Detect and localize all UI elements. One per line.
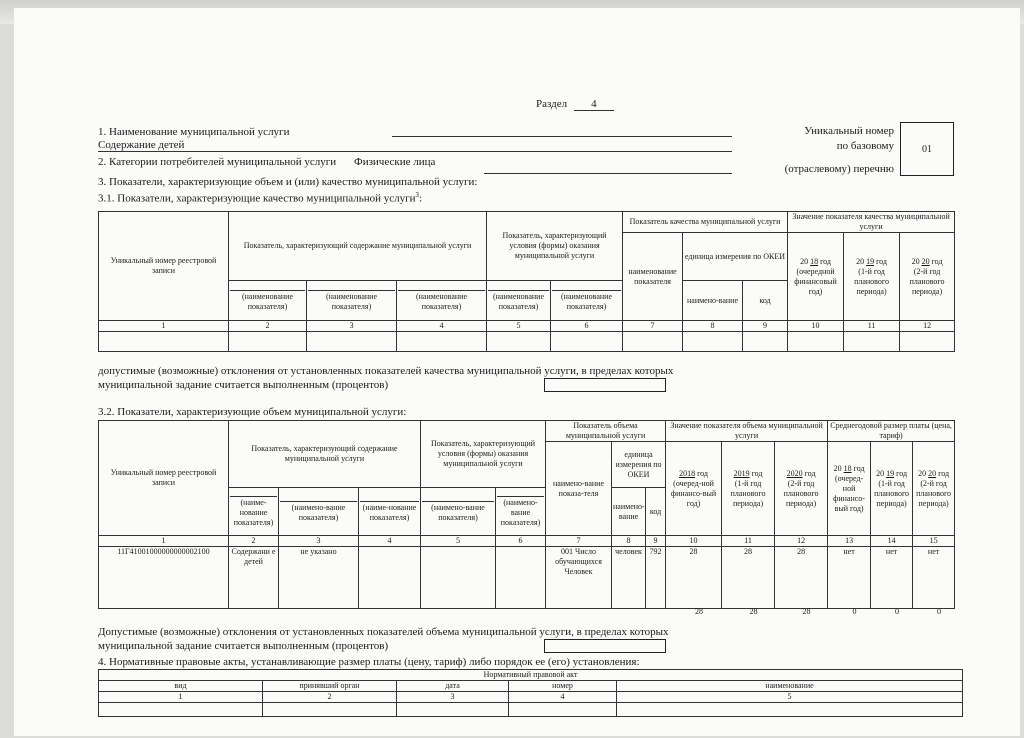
deviation-volume-line2: муниципальной задание считается выполненным (процентов) [98,640,389,652]
qt-head-unique: Уникальный номер реестровой записи [99,212,229,321]
category-value: Физические лица [354,156,436,168]
vt-num: 1 [99,536,229,547]
deviation-volume-line1: Допустимые (возможные) отклонения от установленных показателей объема муниципальной услуги, в пределах которых [98,626,669,638]
category-label: 2. Категории потребителей муниципальной услуги [98,156,337,168]
vt-head-year-2: 2019 год (1-й год планового периода) [722,442,775,536]
vt-sub-3: (наиме-нование показателя) [359,488,421,536]
vt-num: 9 [646,536,666,547]
qt-empty-row [99,332,955,352]
vt-head-unique: Уникальный номер реестровой записи [99,421,229,536]
acts-num: 2 [263,692,397,703]
qt-num: 5 [487,321,551,332]
qt-head-content: Показатель, характеризующий содержание муниципальной услуги [229,212,487,281]
service-name-value: Содержание детей [98,139,185,151]
vt-row-v2: 28 [722,547,775,609]
quality-table [98,211,955,352]
acts-num: 1 [99,692,263,703]
section-number: 4 [574,98,614,111]
vt-head-avg: Среднегодовой размер платы (цена, тариф) [828,421,955,442]
registry-code-box [900,122,954,176]
vt-head-conditions: Показатель, характеризующий условия (формы) оказания муниципальной услуги [421,421,546,488]
qt-sub-4: (наименование показателя) [487,281,551,321]
vt-number-row [99,536,955,547]
service-name-label: 1. Наименование муниципальной услуги [98,126,290,138]
volume-table [98,420,955,609]
qt-num: 4 [397,321,487,332]
qt-head-unit: единица измерения по ОКЕИ [683,233,788,281]
qt-num: 2 [229,321,307,332]
vt-total-2: 28 [749,607,758,616]
qt-num: 3 [307,321,397,332]
acts-col-type: вид [99,681,263,692]
vt-head-avg-year-2: 20 19 год (1-й год планового периода) [871,442,913,536]
acts-num: 5 [617,692,963,703]
vt-num: 14 [871,536,913,547]
qt-head-unit-code: код [743,281,788,321]
vt-num: 2 [229,536,279,547]
qt-head-conditions: Показатель, характеризующий условия (формы) оказания муниципальной услуги [487,212,623,281]
qt-head-year-1: 20 18 год (очередной финансовый год) [788,233,844,321]
vt-total-1: 28 [695,607,703,616]
registry-label-3: (отраслевому) перечню [784,163,894,175]
vt-head-avg-year-3: 20 20 год (2-й год планового периода) [913,442,955,536]
vt-row-a3: нет [913,547,955,609]
vt-sub-1: (наиме-нование показателя) [229,488,279,536]
qt-number-row [99,321,955,332]
qt-head-year-2: 20 19 год (1-й год планового периода) [844,233,900,321]
registry-label-1: Уникальный номер [804,125,894,137]
vt-num: 13 [828,536,871,547]
qt-sub-2: (наименование показателя) [307,281,397,321]
vt-row-name: 001 Число обучающихся Человек [546,547,612,609]
acts-col-body: принявший орган [263,681,397,692]
vt-total-3: 28 [802,607,811,616]
acts-num: 3 [397,692,509,703]
acts-empty-row [99,703,963,717]
service-name-value-line [98,151,732,152]
qt-num: 10 [788,321,844,332]
vt-num: 4 [359,536,421,547]
vt-row-unit: человек [612,547,646,609]
qt-num: 7 [623,321,683,332]
section-label: Раздел 4 [536,98,614,111]
vt-row-a1: нет [828,547,871,609]
vt-head-unit: единица измерения по ОКЕИ [612,442,666,488]
category-line [484,173,732,174]
acts-col-name: наименование [617,681,963,692]
volume-section-label: 3.2. Показатели, характеризующие объем муниципальной услуги: [98,406,407,418]
acts-number-row [99,692,963,703]
qt-sub-1: (наименование показателя) [229,281,307,321]
vt-data-row [99,547,955,609]
vt-sub-4: (наимено-вание показателя) [421,488,496,536]
vt-head-content: Показатель, характеризующий содержание муниципальной услуги [229,421,421,488]
service-name-line [392,136,732,137]
vt-head-name: наимено-вание показа-теля [546,442,612,536]
vt-row-v1: 28 [666,547,722,609]
vt-total-5: 0 [895,607,899,616]
vt-num: 11 [722,536,775,547]
quality-section-label: 3.1. Показатели, характеризующие качество муниципальной услуги$^3$: [98,191,423,205]
qt-num: 6 [551,321,623,332]
acts-label: 4. Нормативные правовые акты, устанавливающие размер платы (цену, тариф) либо порядок ее (его) установления: [98,656,640,668]
vt-head-unit-code: код [646,488,666,536]
qt-head-year-3: 20 20 год (2-й год планового периода) [900,233,955,321]
vt-row-v3: 28 [775,547,828,609]
qt-sub-3: (наименование показателя) [397,281,487,321]
qt-num: 8 [683,321,743,332]
qt-num: 12 [900,321,955,332]
acts-col-date: дата [397,681,509,692]
acts-num: 4 [509,692,617,703]
document-page [14,8,1020,736]
deviation-quality-line1: допустимые (возможные) отклонения от установленных показателей качества муниципальной услуги, в пределах которых [98,365,674,377]
acts-table [98,669,963,717]
vt-head-year-1: 2018 год (очеред-ной финансо-вый год) [666,442,722,536]
vt-sub-2: (наимено-вание показателя) [279,488,359,536]
deviation-volume-box [544,639,666,653]
vt-sub-5: (наимено-вание показателя) [496,488,546,536]
vt-num: 8 [612,536,646,547]
deviation-quality-line2: муниципальной задание считается выполненным (процентов) [98,379,389,391]
vt-num: 3 [279,536,359,547]
vt-num: 6 [496,536,546,547]
vt-num: 15 [913,536,955,547]
vt-row-a2: нет [871,547,913,609]
qt-head-name: наименование показателя [623,233,683,321]
vt-head-unit-name: наимено-вание [612,488,646,536]
vt-total-4: 0 [852,607,857,616]
vt-head-avg-year-1: 20 18 год (очеред-ной финансо-вый год) [828,442,871,536]
vt-num: 12 [775,536,828,547]
qt-sub-5: (наименование показателя) [551,281,623,321]
qt-num: 1 [99,321,229,332]
qt-num: 11 [844,321,900,332]
acts-header: Нормативный правовой акт [99,670,963,681]
registry-label-2: по базовому [836,140,894,152]
indicators-label: 3. Показатели, характеризующие объем и (или) качество муниципальной услуги: [98,176,478,188]
vt-head-volume: Показатель объема муниципальной услуги [546,421,666,442]
vt-num: 5 [421,536,496,547]
qt-num: 9 [743,321,788,332]
vt-row-unit-code: 792 [646,547,666,609]
vt-row-code: 11Г41001000000000002100 [99,547,229,609]
vt-total-6: 0 [937,607,941,616]
acts-col-number: номер [509,681,617,692]
vt-head-value: Значение показателя объема муниципальной услуги [666,421,828,442]
deviation-quality-box [544,378,666,392]
vt-row-c2: не указано [279,547,359,609]
vt-head-year-3: 2020 год (2-й год планового периода) [775,442,828,536]
vt-num: 7 [546,536,612,547]
vt-row-content: Содержани е детей [229,547,279,609]
qt-head-unit-name: наимено-вание [683,281,743,321]
vt-num: 10 [666,536,722,547]
qt-head-value: Значение показателя качества муниципальной услуги [788,212,955,233]
qt-head-quality: Показатель качества муниципальной услуги [623,212,788,233]
registry-code: 01 [922,143,932,155]
